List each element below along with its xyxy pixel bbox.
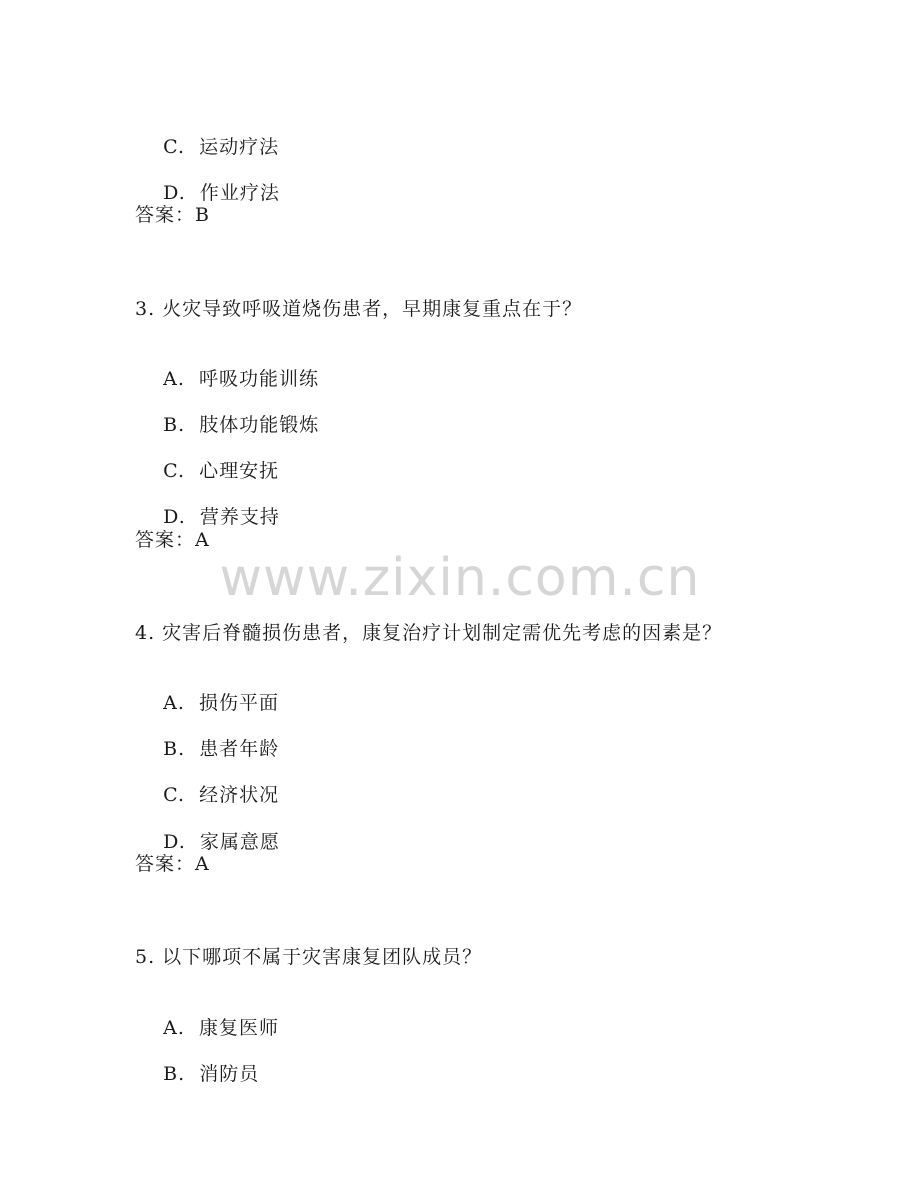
- option-letter: C.: [163, 136, 186, 158]
- option-letter: A.: [163, 1017, 185, 1039]
- watermark: www.zixin.com.cn: [219, 548, 701, 608]
- option-text: 心理安抚: [199, 460, 280, 482]
- option-letter: B.: [163, 738, 186, 760]
- option-letter: B.: [163, 414, 186, 436]
- question-5: 5. 以下哪项不属于灾害康复团队成员？: [135, 946, 483, 968]
- option-letter: D.: [163, 831, 186, 853]
- option-letter: C.: [163, 460, 186, 482]
- option-q5-b: [135, 1038, 259, 1110]
- option-text: 患者年龄: [199, 738, 280, 760]
- option-letter: B.: [163, 1063, 186, 1085]
- option-text: 消防员: [199, 1063, 260, 1085]
- option-letter: A.: [163, 368, 185, 390]
- option-text: 经济状况: [199, 784, 280, 806]
- answer-q4: 答案：A: [135, 853, 210, 875]
- option-text: 呼吸功能训练: [199, 368, 320, 390]
- option-letter: D.: [163, 182, 186, 204]
- option-text: 康复医师: [199, 1017, 280, 1039]
- option-text: 作业疗法: [199, 182, 280, 204]
- answer-q3: 答案：A: [135, 529, 210, 551]
- answer-q2: 答案：B: [135, 204, 210, 226]
- option-text: 营养支持: [199, 506, 280, 528]
- option-text: 损伤平面: [199, 692, 280, 714]
- question-4: 4. 灾害后脊髓损伤患者，康复治疗计划制定需优先考虑的因素是？: [135, 622, 723, 644]
- option-letter: C.: [163, 784, 186, 806]
- option-letter: A.: [163, 692, 185, 714]
- option-text: 家属意愿: [199, 831, 280, 853]
- option-text: 肢体功能锻炼: [199, 414, 320, 436]
- question-3: 3. 火灾导致呼吸道烧伤患者，早期康复重点在于？: [135, 298, 583, 320]
- option-letter: D.: [163, 506, 186, 528]
- option-text: 运动疗法: [199, 136, 280, 158]
